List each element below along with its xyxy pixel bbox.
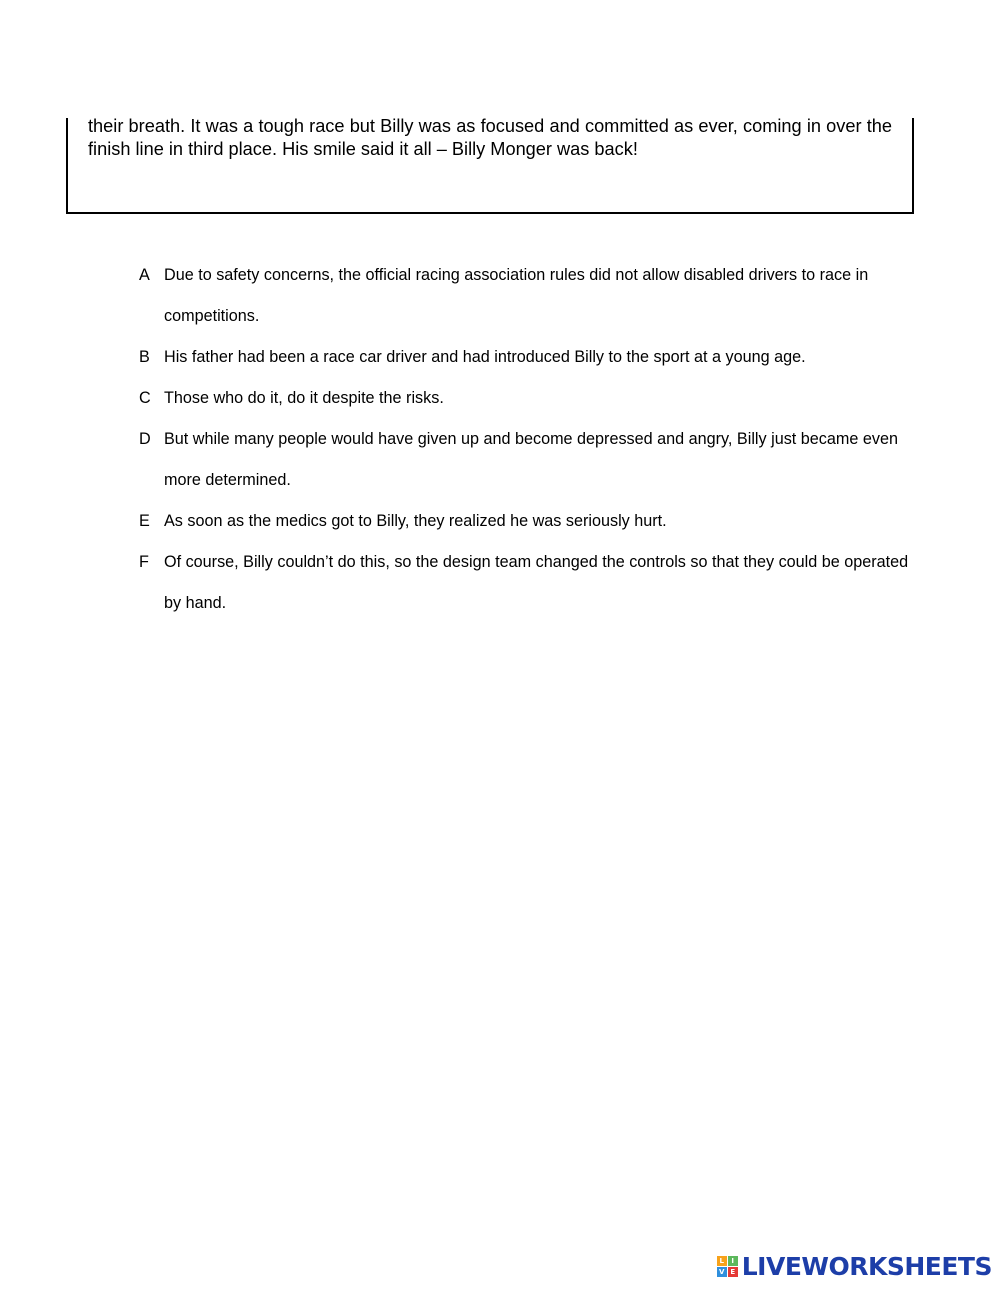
option-text: But while many people would have given up and become depressed and angry, Billy just became even more determined. (164, 430, 898, 489)
option-b (139, 337, 929, 378)
logo-cell: L (717, 1256, 727, 1266)
logo-cell: E (728, 1267, 738, 1277)
option-letter: B (139, 348, 150, 366)
option-a (139, 255, 929, 337)
option-f (139, 542, 929, 624)
option-letter: F (139, 553, 149, 571)
option-c (139, 378, 929, 419)
option-text: His father had been a race car driver and had introduced Billy to the sport at a young age. (164, 348, 806, 366)
option-text: Due to safety concerns, the official racing association rules did not allow disabled drivers to race in competitions. (164, 266, 869, 325)
option-e (139, 501, 929, 542)
option-letter: D (139, 430, 151, 448)
passage-text: their breath. It was a tough race but Billy was as focused and committed as ever, coming in over the finish line in third place. His smile said it all – Billy Monger was back! (88, 116, 892, 159)
logo-cell: V (717, 1267, 727, 1277)
option-letter: C (139, 389, 151, 407)
option-text: Of course, Billy couldn’t do this, so the design team changed the controls so that they could be operated by hand. (164, 553, 909, 612)
options-list (139, 255, 929, 624)
option-text: Those who do it, do it despite the risks. (164, 389, 444, 407)
option-text: As soon as the medics got to Billy, they realized he was seriously hurt. (164, 512, 667, 530)
liveworksheets-logo-icon (717, 1256, 738, 1277)
passage-box (66, 118, 914, 214)
liveworksheets-watermark (717, 1251, 992, 1281)
option-letter: E (139, 512, 150, 530)
logo-cell: I (728, 1256, 738, 1266)
option-d (139, 419, 929, 501)
option-letter: A (139, 266, 150, 284)
watermark-text: LIVEWORKSHEETS (741, 1251, 992, 1281)
